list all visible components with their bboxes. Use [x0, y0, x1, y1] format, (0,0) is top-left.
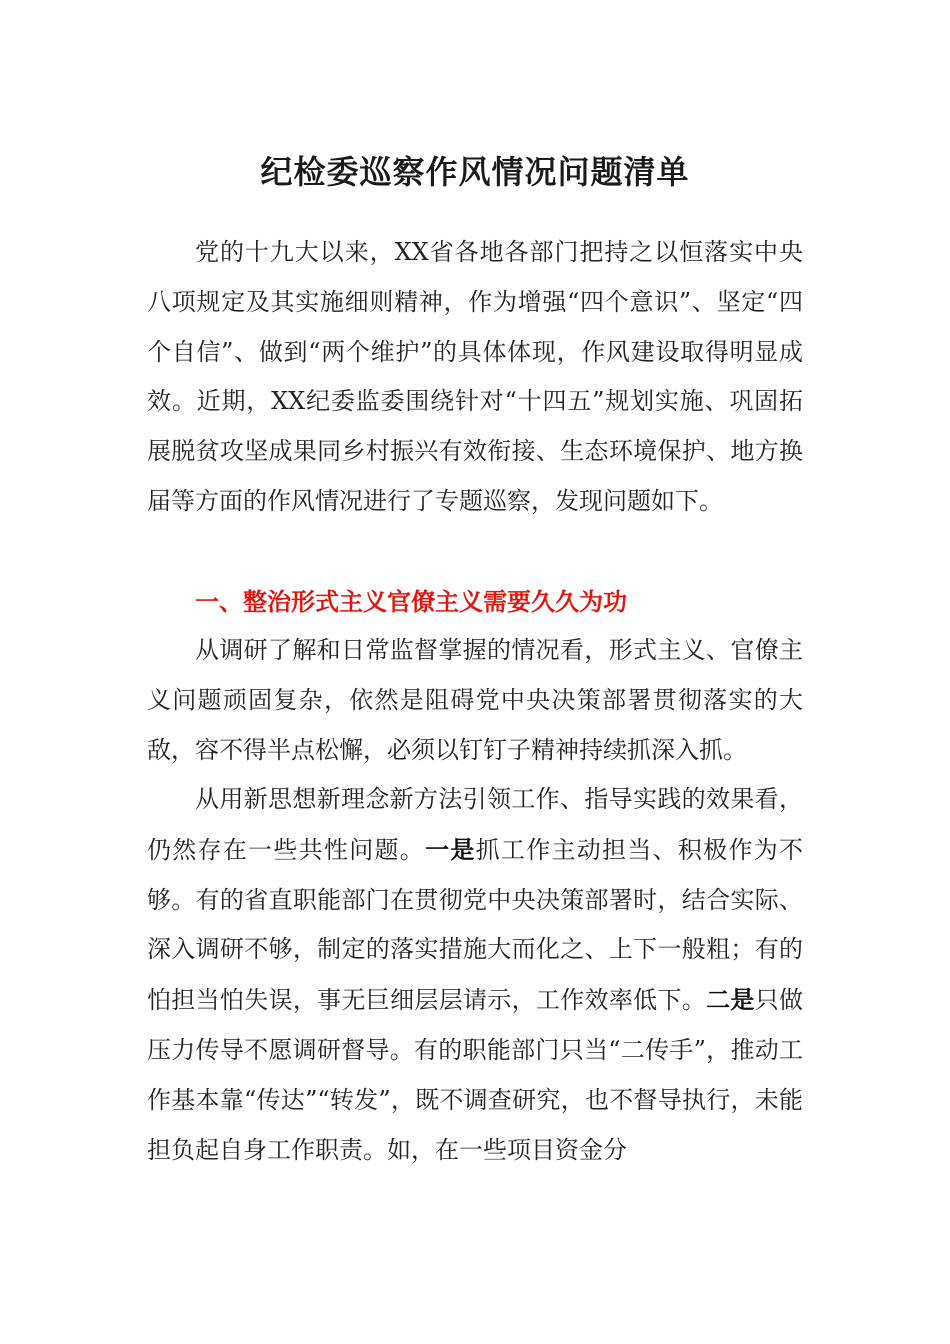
point-marker-2: 二是: [706, 985, 755, 1015]
point-marker-1: 一是: [425, 834, 476, 864]
paragraph-text: 抓工作主动担当、积极作为不够。有的省直职能部门在贯彻党中央决策部署时，结合实际、深入调研不够，制定的落实措施大而化之、上下一般粗；有的怕担当怕失误，事无巨细层层请示，工作效率低下。: [147, 835, 804, 1015]
paragraph-text: 只做压力传导不愿调研督导。有的职能部门只当“二传手”，推动工作基本靠“传达”“转发”，既不调查研究，也不督导执行，未能担负起自身工作职责。如，在一些项目资金分: [147, 986, 804, 1164]
paragraph-text: 从用新思想新理念新方法引领工作、指导实践的效果看，仍然存在一些共性问题。: [147, 785, 803, 864]
section-heading: 一、整治形式主义官僚主义需要久久为功: [195, 588, 627, 616]
section-paragraph-2: [147, 775, 803, 1175]
intro-paragraph: 党的十九大以来，XX省各地各部门把持之以恒落实中央八项规定及其实施细则精神，作为增强“四个意识”、坚定“四个自信”、做到“两个维护”的具体体现，作风建设取得明显成效。近期，XX纪委监委围绕针对“十四五”规划实施、巩固拓展脱贫攻坚成果同乡村振兴有效衔接、生态环境保护、地方换届等方面的作风情况进行了专题巡察，发现问题如下。: [147, 238, 803, 515]
section-paragraph-1: 从调研了解和日常监督掌握的情况看，形式主义、官僚主义问题顽固复杂，依然是阻碍党中央决策部署贯彻落实的大敌，容不得半点松懈，必须以钉钉子精神持续抓深入抓。: [147, 636, 803, 764]
document-title: 纪检委巡察作风情况问题清单: [260, 153, 690, 191]
